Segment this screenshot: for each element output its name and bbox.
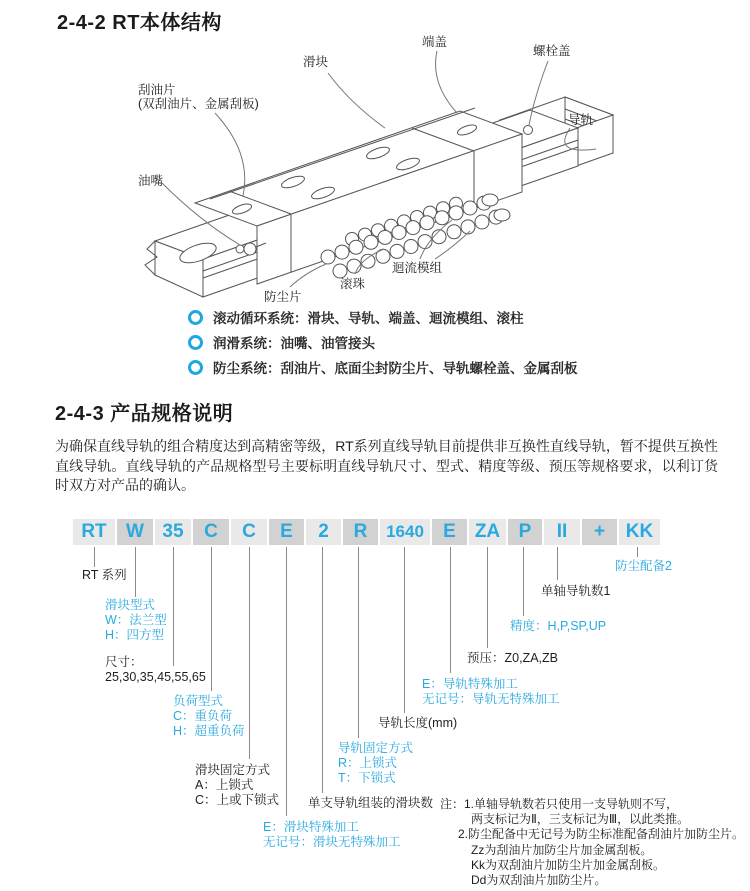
note-line: Kk为双刮油片加防尘片加金属刮板。 [471, 857, 666, 872]
leader-line [286, 547, 287, 816]
leader-line [94, 547, 95, 567]
code-segment-series: RT [73, 519, 115, 545]
leader-line [487, 547, 488, 648]
section-title-spec: 2-4-3 产品规格说明 [55, 403, 234, 425]
label-rail-count: 单轴导轨数1 [541, 584, 611, 598]
label-dust-equip: 防尘配备2 [615, 559, 672, 573]
code-segment-rail-special: E [432, 519, 467, 545]
leader-line [173, 547, 174, 666]
code-segment-rail-count: II [544, 519, 580, 545]
section-title-body-structure: 2-4-2 RT本体结构 [57, 12, 222, 34]
code-segment-slider-special: E [269, 519, 304, 545]
label-slider-fix: 滑块固定方式 A：上锁式 C：上或下锁式 [195, 763, 280, 807]
code-segment-length: 1640 [380, 519, 430, 545]
bolt-cover-part [524, 126, 533, 135]
code-segment-dust: KK [619, 519, 660, 545]
spec-paragraph: 为确保直线导轨的组合精度达到高精密等级，RT系列直线导轨目前提供非互换性直线导轨，暂不提供互换性直线导轨。直线导轨的产品规格型号主要标明直线导轨尺寸、型式、精度等级、预压等规格要求，以利订货时双方对产品的确认。 [55, 438, 718, 493]
linear-guide-illustration [100, 33, 680, 313]
diagram-label-grease-nipple: 油嘴 [138, 174, 164, 188]
label-slider-type: 滑块型式 W：法兰型 H：四方型 [105, 598, 167, 642]
label-slider-special: E：滑块特殊加工 无记号：滑块无特殊加工 [263, 820, 401, 849]
label-rt-series: RT 系列 [82, 568, 127, 582]
note-line: Zz为刮油片加防尘片加金属刮板。 [471, 842, 653, 857]
return-module-part [482, 194, 498, 206]
notes-block [440, 797, 744, 888]
note-line: 两支标记为Ⅱ，三支标记为Ⅲ，以此类推。 [471, 812, 690, 827]
code-segment-block-count: 2 [306, 519, 341, 545]
code-segment-preload: ZA [469, 519, 506, 545]
code-segment-load: C [193, 519, 229, 545]
bullet-icon [188, 335, 203, 350]
leader-line [404, 547, 405, 713]
system-list [188, 307, 578, 382]
diagram-label-bolt-cover: 螺栓盖 [533, 44, 571, 58]
list-item: 防尘系统：刮油片、底面尘封防尘片、导轨螺栓盖、金属刮板 [188, 357, 578, 377]
note-line: 注：1.单轴导轨数若只使用一支导轨则不写， [440, 797, 679, 811]
leader-line [135, 547, 136, 597]
code-segment-slider-type: W [117, 519, 153, 545]
label-precision: 精度：H,P,SP,UP [510, 619, 607, 633]
label-rail-fix: 导轨固定方式 R：上锁式 T：下锁式 [338, 741, 414, 785]
leader-line [523, 547, 524, 616]
bullet-icon [188, 360, 203, 375]
bullet-icon [188, 310, 203, 325]
leader-line [450, 547, 451, 673]
diagram-label-end-cap: 端盖 [422, 35, 448, 49]
code-segment-size: 35 [155, 519, 191, 545]
diagram-label-recirculation: 迴流模组 [392, 261, 443, 275]
list-item: 润滑系统：油嘴、油管接头 [188, 332, 578, 352]
label-block-count: 单支导轨组装的滑块数 [308, 796, 434, 810]
label-rail-special: E：导轨特殊加工 无记号：导轨无特殊加工 [422, 677, 560, 706]
code-segment-plus: + [582, 519, 617, 545]
leader-line [637, 547, 638, 557]
list-item: 滚动循环系统：滑块、导轨、端盖、迴流模组、滚柱 [188, 307, 578, 327]
model-code-row [73, 519, 660, 545]
code-segment-precision: P [508, 519, 542, 545]
code-segment-rail-fix: R [343, 519, 378, 545]
diagram-label-oil-scraper: 刮油片 (双刮油片、金属刮板) [138, 83, 259, 111]
leader-line [249, 547, 250, 759]
leader-line [557, 547, 558, 580]
label-load-type: 负荷型式 C：重负荷 H：超重负荷 [173, 694, 245, 738]
diagram-label-rail: 导轨 [568, 113, 594, 127]
leader-line [322, 547, 323, 793]
linear-guide-drawing [100, 33, 680, 313]
diagram-label-slider: 滑块 [303, 55, 329, 69]
diagram-label-ball: 滚珠 [340, 277, 366, 291]
label-size: 尺寸： 25,30,35,45,55,65 [105, 655, 206, 684]
label-preload: 预压：Z0,ZA,ZB [467, 651, 558, 665]
note-line: 2.防尘配备中无记号为防尘标准配备刮油片加防尘片。 [458, 827, 745, 842]
leader-line [211, 547, 212, 691]
code-segment-slider-fix: C [231, 519, 267, 545]
diagram-label-dust-sheet: 防尘片 [264, 290, 302, 304]
label-rail-length: 导轨长度(mm) [378, 716, 458, 730]
leader-line [358, 547, 359, 738]
note-line: Dd为双刮油片加防尘片。 [471, 873, 607, 888]
